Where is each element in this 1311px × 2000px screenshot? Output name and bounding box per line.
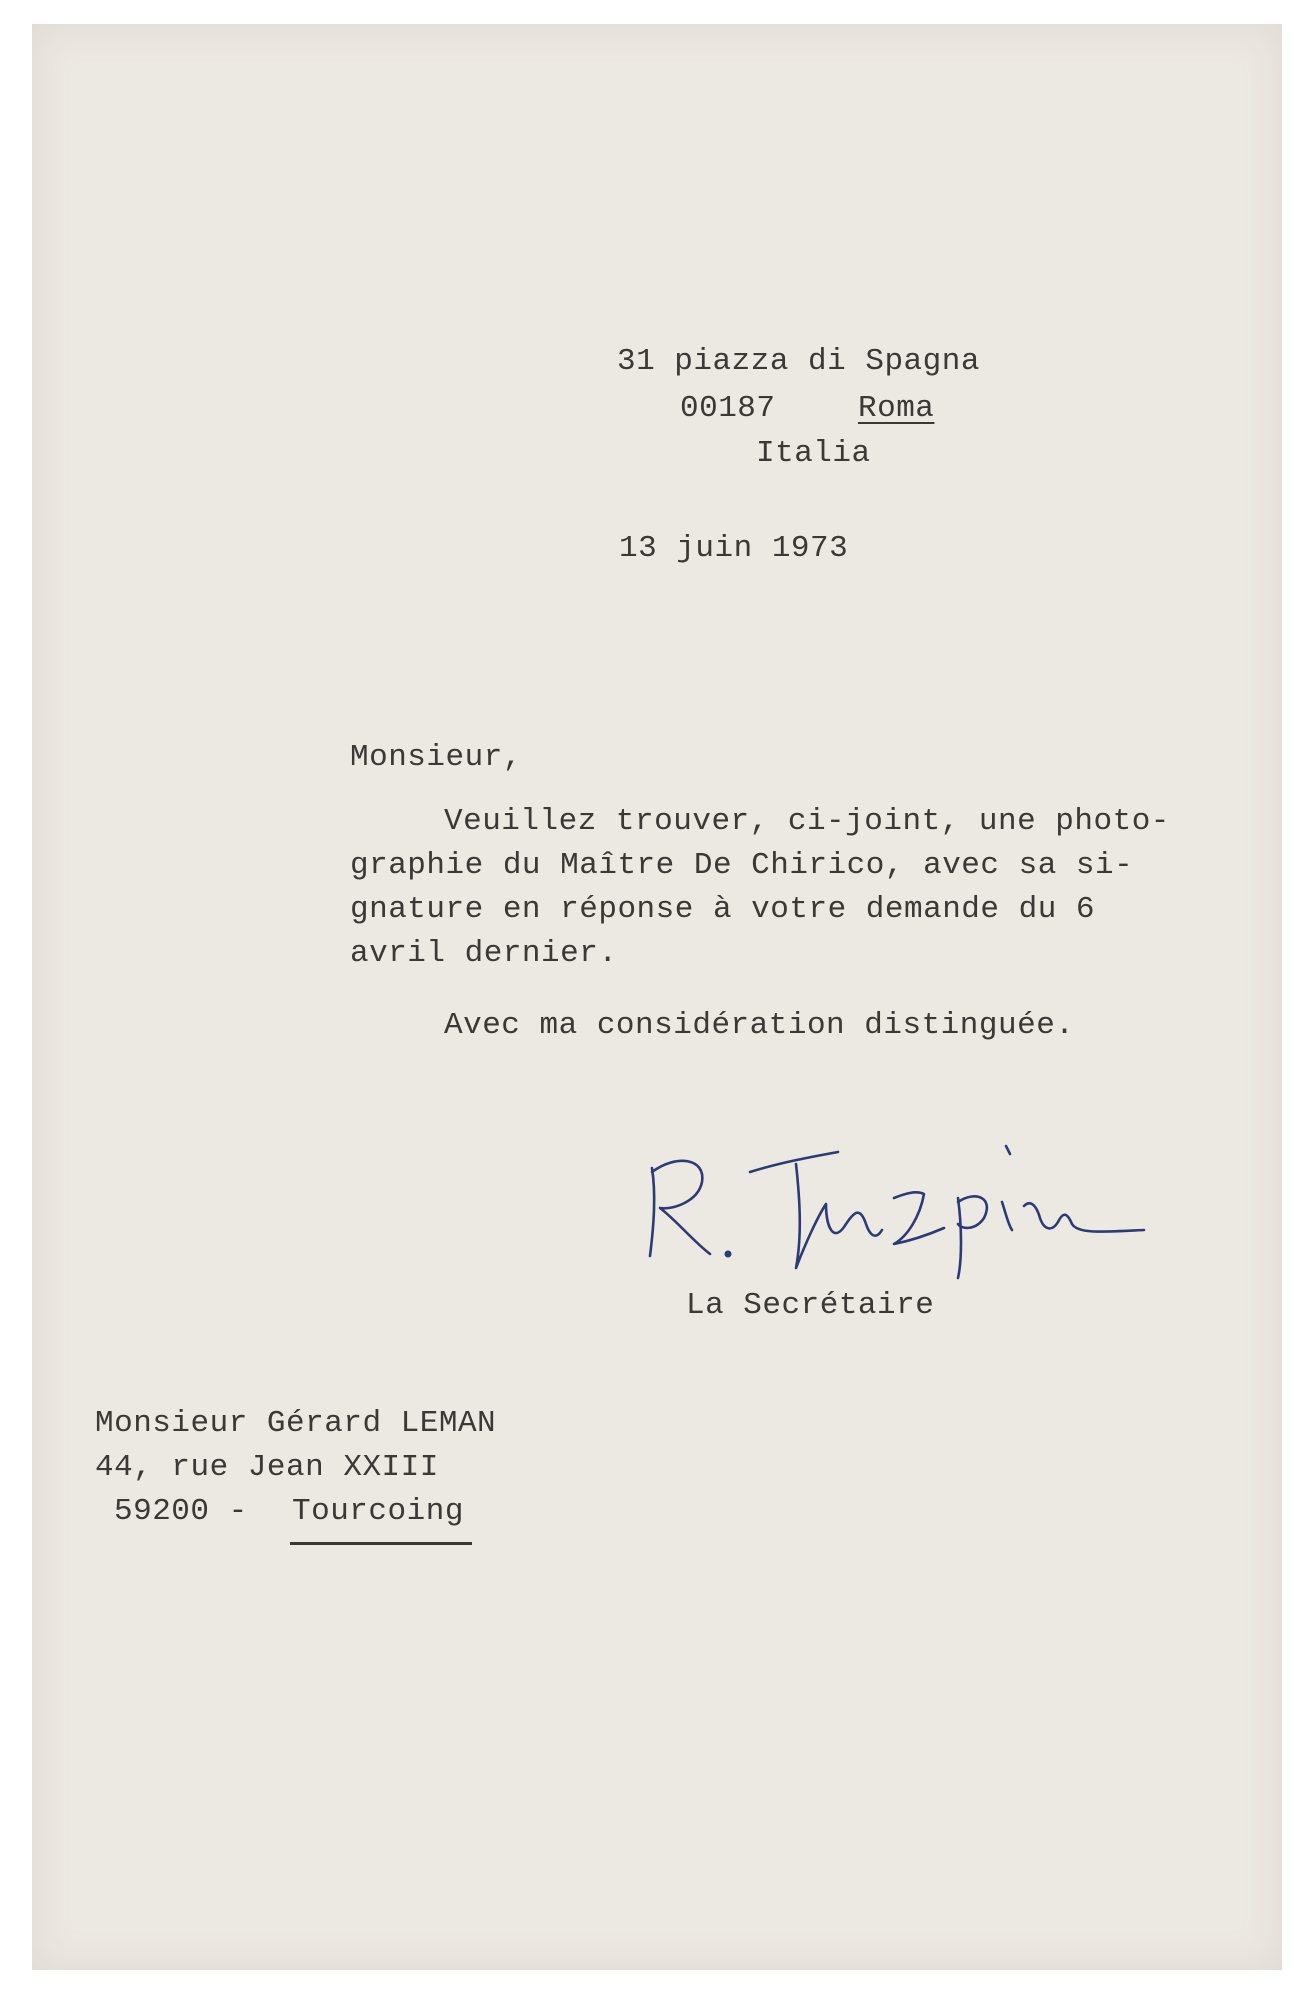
closing-line: Avec ma considération distinguée. bbox=[444, 1008, 1075, 1043]
handwritten-signature bbox=[632, 1132, 1152, 1282]
letter-sheet bbox=[32, 24, 1282, 1970]
body-line-4: avril dernier. bbox=[350, 936, 618, 971]
body-line-1: Veuillez trouver, ci-joint, une photo- bbox=[444, 804, 1170, 839]
body-line-2: graphie du Maître De Chirico, avec sa si- bbox=[350, 848, 1134, 883]
body-line-3: gnature en réponse à votre demande du 6 bbox=[350, 892, 1096, 927]
recipient-city: Tourcoing bbox=[292, 1494, 464, 1529]
recipient-name: Monsieur Gérard LEMAN bbox=[95, 1406, 497, 1441]
letterhead-street: 31 piazza di Spagna bbox=[617, 344, 980, 379]
recipient-street: 44, rue Jean XXIII bbox=[95, 1450, 439, 1485]
letterhead-country: Italia bbox=[756, 436, 871, 471]
city-underline bbox=[290, 1542, 472, 1545]
recipient-postcode: 59200 - bbox=[114, 1494, 248, 1529]
letterhead-city: Roma bbox=[858, 391, 935, 426]
signatory-title: La Secrétaire bbox=[686, 1288, 935, 1323]
letter-date: 13 juin 1973 bbox=[619, 531, 849, 566]
salutation: Monsieur, bbox=[350, 740, 522, 775]
letterhead-postcode: 00187 bbox=[680, 391, 776, 426]
